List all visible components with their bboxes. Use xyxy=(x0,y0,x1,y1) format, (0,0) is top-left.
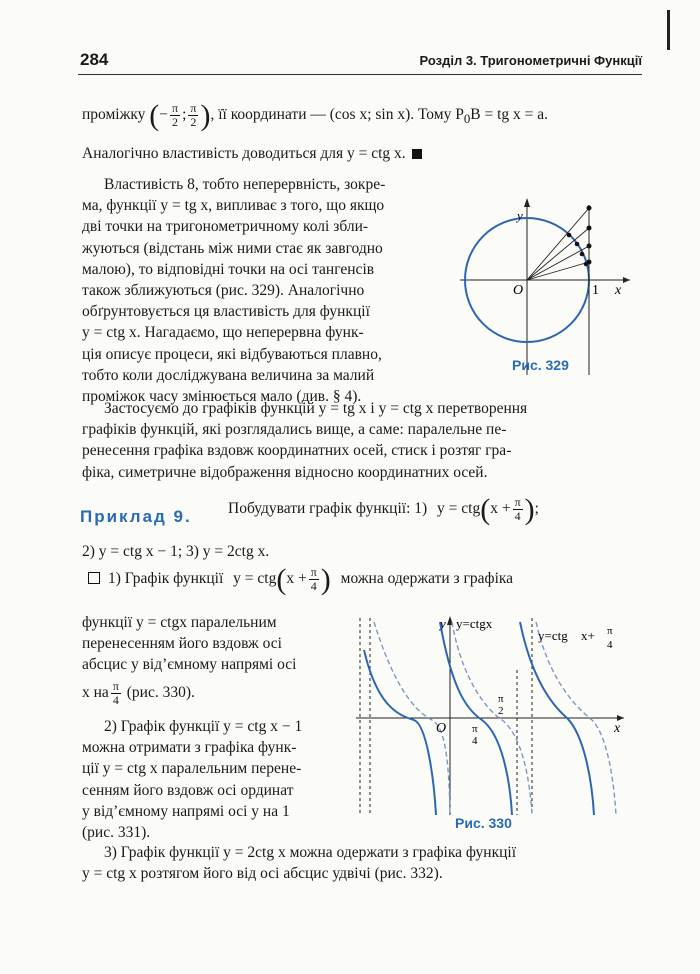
paren-close: ) xyxy=(200,99,211,132)
text: π xyxy=(514,495,521,509)
text: , її координати — (cos x; sin x). Тому P xyxy=(210,106,464,124)
label-two: 2 xyxy=(498,705,504,717)
text-line: жуються (відстань між ними стає як завгодно xyxy=(82,239,383,257)
label-pi: π xyxy=(607,625,613,637)
label-y: y xyxy=(440,616,446,631)
text-line: Застосуємо до графіків функцій y = tg x і y = ctg x перетворення xyxy=(104,400,528,417)
label-pi: π xyxy=(498,693,504,705)
solution-step2 xyxy=(82,716,347,843)
label-shift-curve: y=ctg xyxy=(538,628,568,643)
text-line: абсцис у від’ємному напрямі осі xyxy=(82,656,297,674)
figure-330-caption: Рис. 330 xyxy=(455,815,512,831)
text-line: ма, функції y = tg x, випливає з того, що якщо xyxy=(82,197,385,215)
text: π xyxy=(172,101,179,115)
label-four: 4 xyxy=(607,639,613,651)
label-x: x xyxy=(615,283,622,298)
example-label: Приклад 9. xyxy=(80,507,192,526)
text-line: y = ctg x. Нагадаємо, що неперервна функ- xyxy=(82,324,364,342)
text: (рис. 330). xyxy=(126,684,195,702)
fraction xyxy=(188,102,198,129)
ctg-shifted-curve xyxy=(364,650,436,815)
text: y = ctg xyxy=(233,570,277,588)
solution-step3 xyxy=(82,842,622,884)
solution-xna xyxy=(82,680,195,707)
paren-open: ( xyxy=(276,563,287,596)
label-y: y xyxy=(517,208,523,223)
text-line: обґрунтовується ця властивість для функції xyxy=(82,303,370,321)
para-top-line2 xyxy=(82,143,422,164)
y-axis-arrow-icon xyxy=(524,198,530,207)
point xyxy=(584,262,589,267)
page-number: 284 xyxy=(80,50,109,69)
label-x: x xyxy=(614,721,621,736)
fraction xyxy=(309,566,319,593)
text: Аналогічно властивість доводиться для y = ctg x. xyxy=(82,145,406,162)
text: 2 xyxy=(190,115,197,129)
qed-square-icon xyxy=(412,149,422,159)
text: B = tg x = a. xyxy=(470,106,549,124)
text: π xyxy=(112,679,119,693)
text-line: у від’ємному напрямі осі y на 1 xyxy=(82,802,290,820)
header-rule xyxy=(78,74,642,75)
section-title: Розділ 3. Тригонометричні Функції xyxy=(419,53,642,68)
label-shift-arg: x+ xyxy=(581,628,595,643)
paren-open: ( xyxy=(480,493,491,526)
paren-close: ) xyxy=(524,493,535,526)
text-line: сенням його вздовж осі ординат xyxy=(82,781,294,799)
label-origin: O xyxy=(513,283,524,298)
text-line: Властивість 8, тобто неперервність, зокре- xyxy=(104,176,386,193)
text: 4 xyxy=(112,693,119,707)
text: − xyxy=(159,106,169,124)
text: 4 xyxy=(514,509,521,523)
solution-start-square-icon xyxy=(88,572,100,584)
figure-330 xyxy=(352,610,632,820)
point xyxy=(587,206,592,211)
text: Побудувати графік функції: 1) xyxy=(228,500,428,518)
text: y = ctg xyxy=(437,500,481,518)
text-line: дві точки на тригонометричному колі збли- xyxy=(82,218,369,236)
text-line: графіків функцій, які розглядались вище, а саме: паралельне пе- xyxy=(82,421,507,439)
fraction xyxy=(170,102,180,129)
label-ctg-curve: y=ctgx xyxy=(456,616,493,631)
label-pi: π xyxy=(472,723,478,735)
x-axis-arrow-icon xyxy=(623,277,630,283)
fraction xyxy=(111,680,121,707)
text: x + xyxy=(490,500,511,518)
example-task xyxy=(228,493,539,526)
label-one: 1 xyxy=(592,283,599,298)
point xyxy=(575,242,580,247)
paren-open: ( xyxy=(149,99,160,132)
text-line: y = ctg x розтягом його від осі абсцис удвічі (рис. 332). xyxy=(82,865,443,883)
text-line: фіка, симетричне відображення відносно координатних осей. xyxy=(82,463,488,481)
page-edge-mark xyxy=(667,10,670,50)
label-four: 4 xyxy=(472,735,478,747)
text-line: 2) Графік функції y = ctg x − 1 xyxy=(104,718,303,735)
text-line: тобто коли досліджувана величина за малий xyxy=(82,366,375,384)
text: 2 xyxy=(172,115,179,129)
text-line: ції y = ctg x паралельним перене- xyxy=(82,760,302,778)
text-line: проміжок часу змінюється мало (див. § 4). xyxy=(82,388,362,406)
text: π xyxy=(190,101,197,115)
text-line: 3) Графік функції y = 2ctg x можна одержати з графіка функції xyxy=(104,844,517,861)
text-line: ція описує процеси, які відбуваються плавно, xyxy=(82,345,382,363)
point xyxy=(580,252,585,257)
example-line2: 2) y = ctg x − 1; 3) y = 2ctg x. xyxy=(82,543,270,560)
ray-3 xyxy=(527,246,589,280)
point xyxy=(567,233,572,238)
text: проміжку xyxy=(82,106,146,124)
text: x на xyxy=(82,684,109,702)
text-line: (рис. 331). xyxy=(82,824,151,842)
text-line: функції y = ctgx паралельним xyxy=(82,614,277,631)
text: можна одержати з графіка xyxy=(340,570,514,588)
label-origin: O xyxy=(436,721,447,736)
figure-329 xyxy=(455,180,635,380)
subscript: 0 xyxy=(463,111,471,127)
ray-4 xyxy=(527,262,589,280)
transform-paragraph xyxy=(82,398,622,483)
point xyxy=(587,244,592,249)
text: x + xyxy=(286,570,307,588)
text-line: ренесення графіка вздовж координатних осей, стиск і розтяг гра- xyxy=(82,442,512,460)
property8-paragraph xyxy=(82,174,444,407)
solution-left-text xyxy=(82,612,347,676)
figure-329-caption: Рис. 329 xyxy=(512,357,569,373)
text-line: можна отримати з графіка функ- xyxy=(82,739,297,757)
text: 1) Графік функції xyxy=(108,570,224,588)
para-top-line1: проміжку (− $\frac{\pi}{2}$ ; $\frac{\pi}{2}$ ), її координати — (cos x; sin x). Тому $P_0B$ = tg x = a. xyxy=(82,99,549,132)
text-line: малою), то відповідні точки на осі тангенсів xyxy=(82,260,375,278)
text: ; xyxy=(534,500,539,518)
paren-close: ) xyxy=(320,563,331,596)
point xyxy=(587,226,592,231)
fraction xyxy=(513,496,523,523)
text-line: перенесенням його вздовж осі xyxy=(82,635,282,653)
text-line: також зближуються (рис. 329). Аналогічно xyxy=(82,282,365,300)
solution-step1 xyxy=(88,563,514,596)
text: 4 xyxy=(310,579,317,593)
text: π xyxy=(310,565,317,579)
